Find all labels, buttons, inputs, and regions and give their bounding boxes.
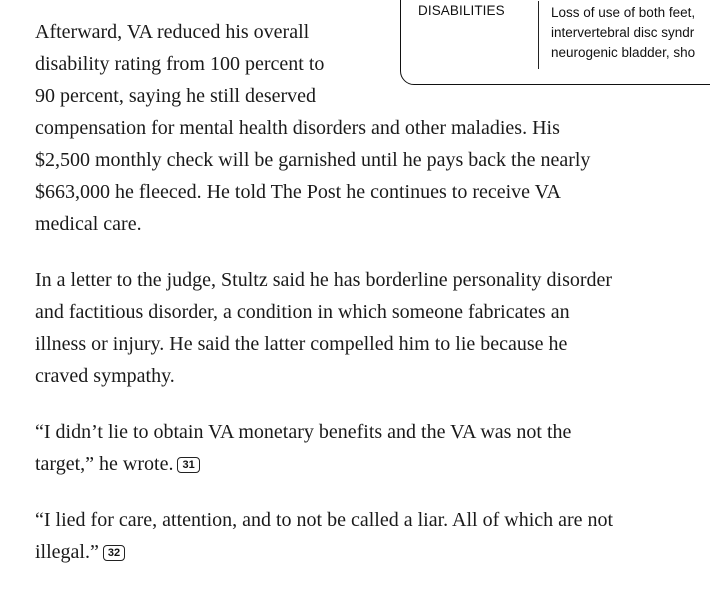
paragraph-line-text: target,” he wrote. [35, 453, 174, 475]
paragraph-line [35, 448, 685, 480]
disabilities-label: DISABILITIES [418, 3, 505, 18]
paragraph-line: disability rating from 100 percent to [35, 53, 325, 75]
paragraph-line: “I didn’t lie to obtain VA monetary benefits and the VA was not the [35, 421, 572, 443]
disabilities-value-line: neurogenic bladder, sho [551, 45, 696, 60]
paragraph-line: craved sympathy. [35, 365, 175, 387]
paragraph-line: medical care. [35, 213, 142, 235]
article-paragraph [35, 264, 685, 392]
article-paragraph [35, 416, 685, 480]
disabilities-value-line: intervertebral disc syndr [551, 25, 695, 40]
article-paragraph [35, 16, 685, 240]
paragraph-line: and factitious disorder, a condition in which someone fabricates an [35, 301, 570, 323]
paragraph-line [35, 536, 685, 568]
paragraph-line: $2,500 monthly check will be garnished until he pays back the nearly [35, 149, 591, 171]
paragraph-line: illness or injury. He said the latter compelled him to lie because he [35, 333, 568, 355]
paragraph-line: “I lied for care, attention, and to not be called a liar. All of which are not [35, 509, 614, 531]
article-body [35, 16, 685, 592]
paragraph-line: $663,000 he fleeced. He told The Post he continues to receive VA [35, 181, 561, 203]
paragraph-line: In a letter to the judge, Stultz said he has borderline personality disorder [35, 269, 613, 291]
disabilities-value-line: Loss of use of both feet, [551, 5, 696, 20]
paragraph-line: Afterward, VA reduced his overall [35, 21, 310, 43]
footnote-ref-31[interactable]: 31 [177, 457, 199, 473]
footnote-ref-32[interactable]: 32 [103, 545, 125, 561]
paragraph-line: 90 percent, saying he still deserved [35, 85, 317, 107]
paragraph-line-text: illegal.” [35, 541, 99, 563]
article-paragraph [35, 504, 685, 568]
paragraph-line: compensation for mental health disorders and other maladies. His [35, 117, 560, 139]
